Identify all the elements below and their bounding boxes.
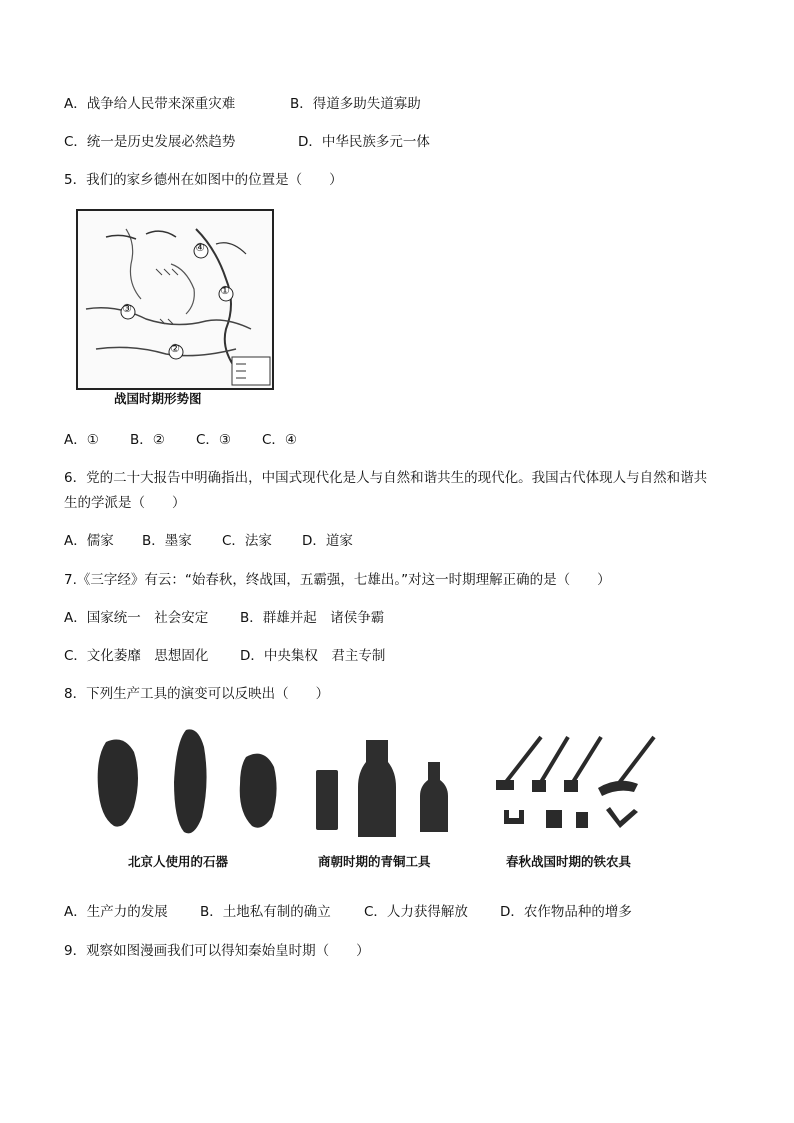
map-marker-4: ④ <box>195 241 205 254</box>
stone-tools-image <box>98 729 277 833</box>
stone-tools-caption: 北京人使用的石器 <box>128 854 229 869</box>
q8-option-c[interactable]: C．人力获得解放 <box>364 904 468 920</box>
q6-option-b[interactable]: B．墨家 <box>142 533 192 549</box>
q8-option-b[interactable]: B．土地私有制的确立 <box>200 904 331 920</box>
q4-option-d[interactable]: D．中华民族多元一体 <box>298 134 430 150</box>
iron-tools-caption: 春秋战国时期的铁农具 <box>506 854 632 869</box>
warring-states-map <box>76 209 274 390</box>
map-marker-3: ③ <box>122 302 132 315</box>
q5-option-c[interactable]: C．③ <box>196 432 232 448</box>
q7-stem: 7.《三字经》有云：“始春秋，终战国，五霸强，七雄出。”对这一时期理解正确的是（ ） <box>64 572 611 588</box>
q6-option-d[interactable]: D．道家 <box>302 533 353 549</box>
q8-stem: 8．下列生产工具的演变可以反映出（ ） <box>64 686 330 702</box>
q5-option-a[interactable]: A．① <box>64 432 99 448</box>
tools-figure <box>76 722 664 848</box>
q6-stem-line2: 生的学派是（ ） <box>64 495 186 511</box>
bronze-tools-caption: 商朝时期的青铜工具 <box>318 854 431 869</box>
map-caption: 战国时期形势图 <box>114 391 202 406</box>
bronze-tools-image <box>316 740 448 837</box>
q6-option-c[interactable]: C．法家 <box>222 533 272 549</box>
q9-stem: 9．观察如图漫画我们可以得知秦始皇时期（ ） <box>64 943 370 959</box>
q4-option-c[interactable]: C．统一是历史发展必然趋势 <box>64 134 236 150</box>
q8-option-a[interactable]: A．生产力的发展 <box>64 904 168 920</box>
q4-option-b[interactable]: B．得道多助失道寡助 <box>290 96 421 112</box>
map-marker-1: ① <box>220 284 230 297</box>
q4-option-a[interactable]: A．战争给人民带来深重灾难 <box>64 96 236 112</box>
q5-option-d[interactable]: C．④ <box>262 432 298 448</box>
q5-stem: 5．我们的家乡德州在如图中的位置是（ ） <box>64 172 343 188</box>
q7-option-d[interactable]: D．中央集权 君主专制 <box>240 648 386 664</box>
q6-stem-line1: 6．党的二十大报告中明确指出，中国式现代化是人与自然和谐共生的现代化。我国古代体现人与自然和谐共 <box>64 470 708 486</box>
iron-tools-image <box>506 737 654 787</box>
map-marker-2: ② <box>170 342 180 355</box>
q7-option-a[interactable]: A．国家统一 社会安定 <box>64 610 209 626</box>
q6-option-a[interactable]: A．儒家 <box>64 533 114 549</box>
q5-option-b[interactable]: B．② <box>130 432 165 448</box>
q7-option-c[interactable]: C．文化萎靡 思想固化 <box>64 648 209 664</box>
q7-option-b[interactable]: B．群雄并起 诸侯争霸 <box>240 610 385 626</box>
q8-option-d[interactable]: D．农作物品种的增多 <box>500 904 632 920</box>
